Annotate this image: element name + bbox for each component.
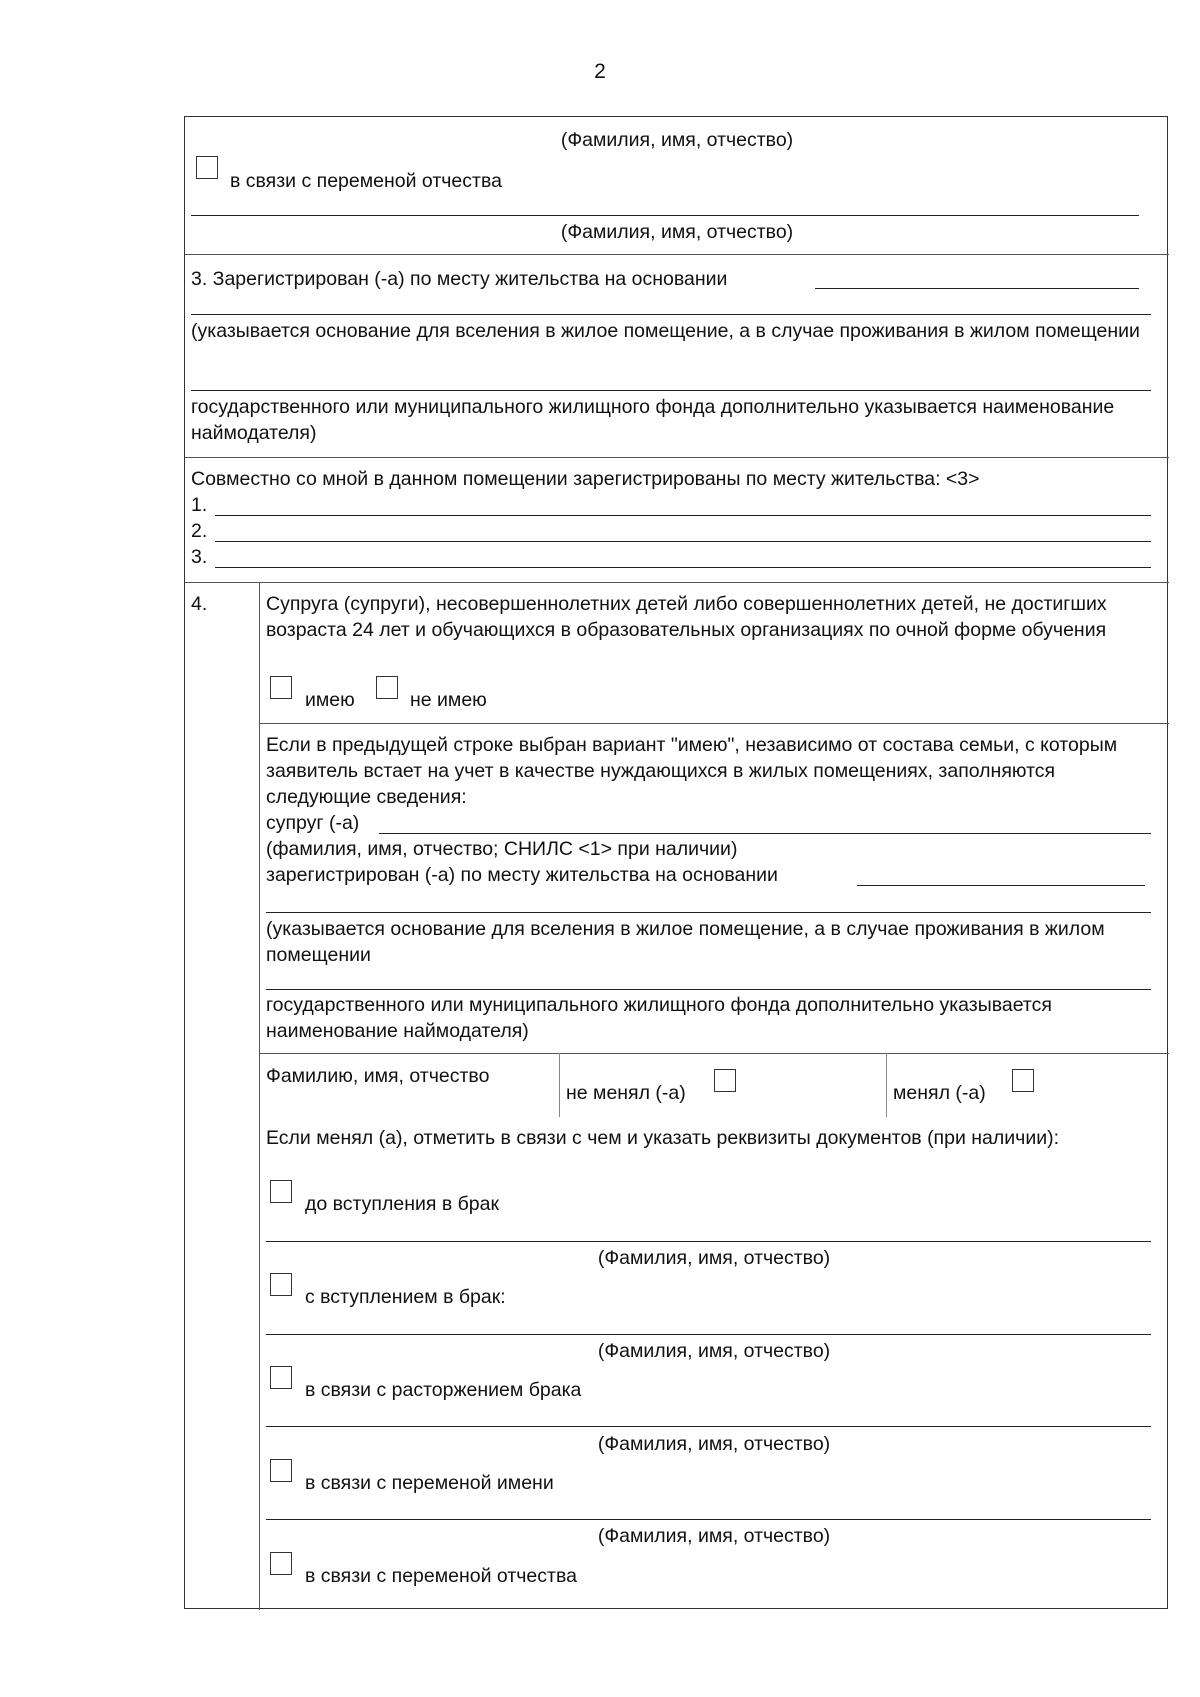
patronymic-change-checkbox[interactable] [270, 1552, 292, 1575]
spouse-registration-line[interactable] [266, 912, 1151, 913]
registration-basis-hint-2: государственного или муниципального жилищного фонда дополнительно указывается наименование наймодателя) [191, 396, 1115, 444]
spouse-registration-input[interactable] [857, 885, 1145, 886]
before-marriage-checkbox[interactable] [270, 1180, 292, 1203]
registration-basis-hint: (указывается основание для вселения в жилое помещение, а в случае проживания в жилом помещении [191, 320, 1140, 342]
column-divider [259, 582, 260, 1610]
spouse-input[interactable] [379, 833, 1151, 834]
reason-fio-input[interactable] [266, 1241, 1151, 1242]
spouse-label: супруг (-а) [266, 812, 360, 834]
name-change-checkbox[interactable] [270, 1459, 292, 1482]
if-have-intro: Если в предыдущей строке выбран вариант "имею", независимо от состава семьи, с которым заявитель встает на учет в качестве нуждающихся в жилых помещениях, заполняются следующие сведения: [266, 734, 1118, 808]
not-changed-checkbox[interactable] [714, 1069, 736, 1092]
row-divider [185, 457, 1169, 458]
co-registered-input-1[interactable] [215, 515, 1151, 516]
fio-caption: (Фамилия, имя, отчество) [560, 221, 794, 243]
column-divider [886, 1053, 887, 1117]
co-registered-item-number: 3. [191, 546, 208, 568]
have-label: имею [305, 689, 355, 711]
reason-fio-input[interactable] [266, 1334, 1151, 1335]
co-registered-item-number: 1. [191, 494, 208, 516]
not-have-checkbox[interactable] [376, 676, 398, 699]
reason-fio-input[interactable] [266, 1519, 1151, 1520]
fio-caption: (Фамилия, имя, отчество) [597, 1247, 831, 1269]
co-registered-item-number: 2. [191, 520, 208, 542]
row-divider [259, 723, 1169, 724]
registration-basis-input[interactable] [815, 288, 1139, 289]
registration-basis-label: 3. Зарегистрирован (-а) по месту жительства на основании [191, 268, 728, 290]
row-divider [185, 582, 1169, 583]
divorce-checkbox[interactable] [270, 1366, 292, 1389]
not-changed-label: не менял (-а) [566, 1082, 686, 1104]
name-change-label: Фамилию, имя, отчество [266, 1065, 490, 1087]
if-changed-intro: Если менял (а), отметить в связи с чем и указать реквизиты документов (при наличии): [266, 1127, 1060, 1149]
co-registered-input-2[interactable] [215, 541, 1151, 542]
marriage-checkbox[interactable] [270, 1273, 292, 1296]
reason-fio-input[interactable] [266, 1426, 1151, 1427]
changed-checkbox[interactable] [1012, 1069, 1034, 1092]
reason-label: в связи с переменой отчества [305, 1565, 577, 1587]
section-4-number: 4. [191, 593, 208, 615]
fio-caption: (Фамилия, имя, отчество) [560, 129, 794, 151]
patronymic-change-label: в связи с переменой отчества [230, 170, 502, 192]
application-form [184, 116, 1168, 1609]
row-divider [185, 254, 1169, 255]
not-have-label: не имею [410, 689, 487, 711]
fio-caption: (Фамилия, имя, отчество) [597, 1525, 831, 1547]
reason-label: до вступления в брак [305, 1193, 500, 1215]
co-registered-heading: Совместно со мной в данном помещении зарегистрированы по месту жительства: <3> [191, 468, 980, 490]
spouse-caption: (фамилия, имя, отчество; СНИЛС <1> при наличии) [266, 838, 738, 860]
spouse-registration-hint: (указывается основание для вселения в жилое помещение, а в случае проживания в жилом помещении [266, 918, 1105, 966]
reason-label: в связи с переменой имени [305, 1472, 554, 1494]
spouse-registered-label: зарегистрирован (-а) по месту жительства на основании [266, 864, 778, 886]
co-registered-input-3[interactable] [215, 567, 1151, 568]
section-4-title: Супруга (супруги), несовершеннолетних детей либо совершеннолетних детей, не достигших возраста 24 лет и обучающихся в образовательных организациях по очной форме обучения [266, 593, 1107, 641]
patronymic-change-checkbox[interactable] [196, 156, 218, 179]
fio-caption: (Фамилия, имя, отчество) [597, 1433, 831, 1455]
page-number: 2 [594, 60, 606, 83]
have-checkbox[interactable] [270, 676, 292, 699]
changed-label: менял (-а) [893, 1082, 986, 1104]
registration-basis-line-2[interactable] [191, 390, 1151, 391]
row-divider [259, 1053, 1169, 1054]
registration-basis-line[interactable] [191, 314, 1151, 315]
column-divider [559, 1053, 560, 1117]
fio-input-line[interactable] [191, 215, 1139, 216]
reason-label: с вступлением в брак: [305, 1286, 506, 1308]
spouse-registration-line-2[interactable] [266, 989, 1151, 990]
reason-label: в связи с расторжением брака [305, 1379, 582, 1401]
spouse-registration-hint-2: государственного или муниципального жилищного фонда дополнительно указывается наименование наймодателя) [266, 994, 1052, 1042]
fio-caption: (Фамилия, имя, отчество) [597, 1340, 831, 1362]
